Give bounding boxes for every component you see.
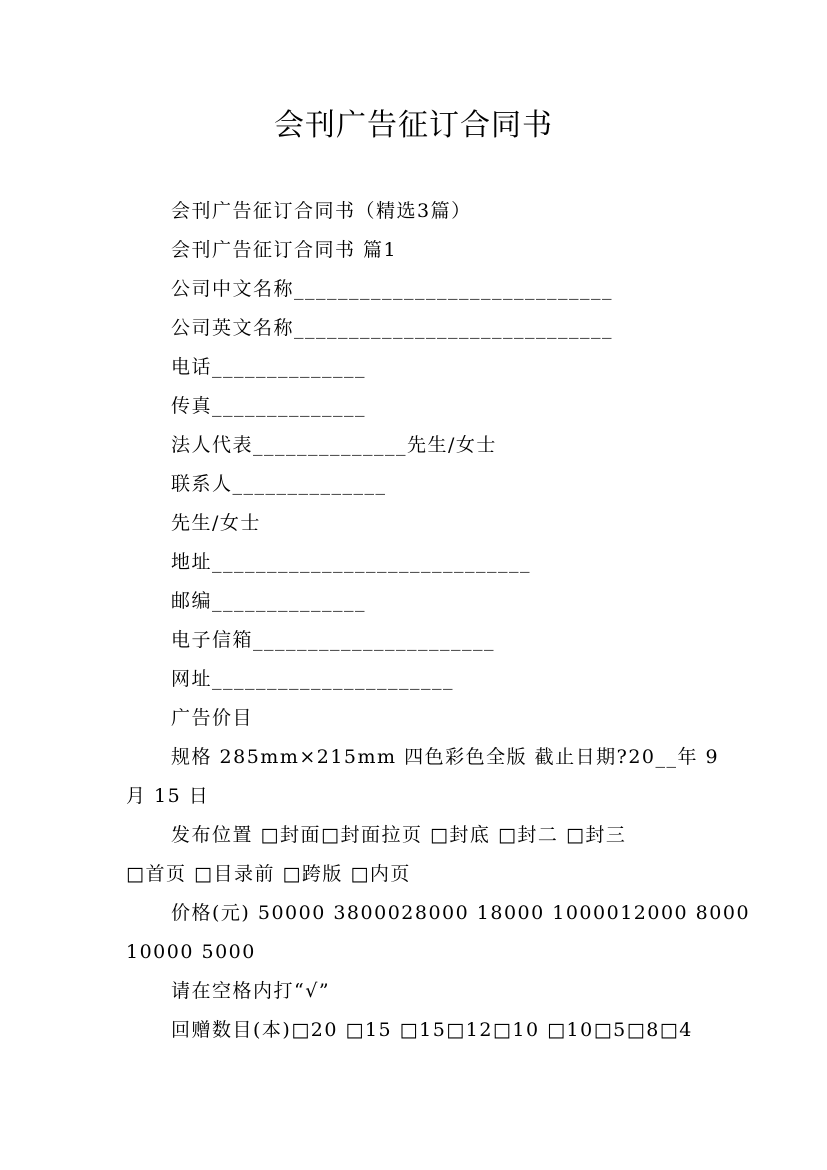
spec-line-continued: 月 15 日 xyxy=(126,785,210,807)
fax-field: 传真______________ xyxy=(171,395,367,417)
placement-line-continued: □首页 □目录前 □跨版 □内页 xyxy=(126,863,411,885)
website-field: 网址______________________ xyxy=(171,668,455,690)
placement-line: 发布位置 □封面□封面拉页 □封底 □封二 □封三 xyxy=(171,824,627,846)
ad-price-heading: 广告价目 xyxy=(171,707,254,729)
document-title: 会刊广告征订合同书 xyxy=(274,108,553,143)
price-line: 价格(元) 50000 3800028000 18000 1000012000 8000 xyxy=(171,902,751,924)
spec-line: 规格 285mm×215mm 四色彩色全版 截止日期?20__年 9 xyxy=(171,746,720,768)
address-field: 地址_____________________________ xyxy=(171,551,532,573)
company-cn-name-field: 公司中文名称_____________________________ xyxy=(171,278,614,300)
title-salutation: 先生/女士 xyxy=(171,512,261,534)
gift-count-line: 回赠数目(本)□20 □15 □15□12□10 □10□5□8□4 xyxy=(171,1019,693,1041)
phone-field: 电话______________ xyxy=(171,356,367,378)
contact-field: 联系人______________ xyxy=(171,473,387,495)
section-heading: 会刊广告征订合同书 篇1 xyxy=(171,239,398,261)
subtitle-line: 会刊广告征订合同书（精选3篇） xyxy=(171,200,472,222)
legal-rep-field: 法人代表______________先生/女士 xyxy=(171,434,497,456)
company-en-name-field: 公司英文名称_____________________________ xyxy=(171,317,614,339)
email-field: 电子信箱______________________ xyxy=(171,629,496,651)
postcode-field: 邮编______________ xyxy=(171,590,367,612)
instruction-line: 请在空格内打“√” xyxy=(171,980,331,1002)
price-line-continued: 10000 5000 xyxy=(126,941,256,963)
